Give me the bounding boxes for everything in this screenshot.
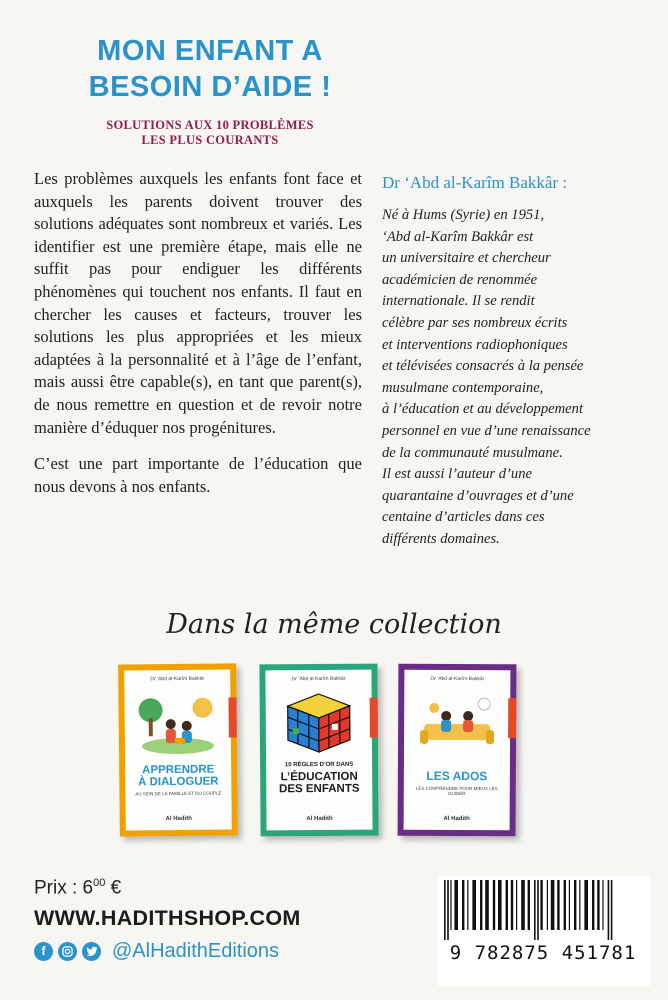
- description-paragraph-2: C’est une part importante de l’éducation que nous devons à nos enfants.: [34, 454, 362, 496]
- barcode-bar: [564, 880, 566, 930]
- book-title: [408, 770, 506, 783]
- book-title: [129, 763, 227, 788]
- book-author: Dr ‘Abd al-Karîm Bakkâr: [150, 675, 205, 683]
- subtitle-line-2: LES PLUS COURANTS: [141, 133, 279, 147]
- publisher-logo: Al Hadith: [306, 815, 333, 823]
- barcode-bar: [454, 880, 458, 930]
- barcode-bar: [498, 880, 502, 930]
- social-links: [34, 940, 279, 962]
- author-bio-line: centaine d’articles dans ces: [382, 509, 545, 526]
- social-handle[interactable]: @AlHadithEditions: [112, 939, 280, 962]
- barcode-bar: [584, 880, 588, 930]
- isbn-barcode: [438, 876, 650, 986]
- barcode-bar: [528, 880, 530, 930]
- author-bio: [382, 205, 652, 551]
- author-bio-line: personnel en vue d’une renaissance: [382, 422, 591, 439]
- barcode-bar: [480, 880, 482, 930]
- barcode-bar: [462, 880, 464, 930]
- book-cover-apprendre-a-dialoguer: [118, 663, 238, 836]
- title-line-2: BESOIN D’AIDE !: [88, 71, 332, 103]
- barcode-bar: [611, 880, 613, 940]
- barcode-bar: [511, 880, 513, 930]
- rubiks-cube-illustration: [274, 688, 364, 759]
- publisher-logo: Al Hadith: [443, 815, 470, 823]
- author-bio-line: un universitaire et chercheur: [382, 250, 551, 267]
- twitter-icon[interactable]: [82, 942, 101, 961]
- author-bio-line: de la communauté musulmane.: [382, 444, 563, 461]
- barcode-bar: [506, 880, 508, 930]
- author-bio-line: ‘Abd al-Karîm Bakkâr est: [382, 228, 534, 245]
- barcode-bar: [450, 880, 451, 930]
- book-author: Dr ‘Abd al-Karîm Bakkâr: [430, 675, 485, 683]
- book-title-line-2: À DIALOGUER: [138, 775, 219, 789]
- barcode-bar: [472, 880, 476, 930]
- subtitle-line-1: SOLUTIONS AUX 10 PROBLÈMES: [106, 118, 314, 132]
- barcode-bar: [540, 880, 542, 930]
- website-url[interactable]: WWW.HADITHSHOP.COM: [34, 906, 301, 930]
- author-bio-line: Né à Hums (Syrie) en 1951,: [382, 207, 545, 223]
- barcode-bar: [537, 880, 539, 940]
- price-label: Prix : 6: [34, 877, 94, 899]
- barcode-bar: [493, 880, 495, 930]
- author-name: Dr ‘Abd al-Karîm Bakkâr :: [382, 173, 568, 192]
- barcode-bar: [602, 880, 603, 930]
- barcode-bar: [547, 880, 548, 930]
- barcode-bar: [569, 880, 570, 930]
- price-cents: 00: [93, 877, 106, 889]
- barcode-bar: [579, 880, 580, 930]
- instagram-icon[interactable]: [58, 942, 77, 961]
- barcode-bar: [597, 880, 599, 930]
- book-title: [40, 33, 380, 105]
- family-picnic-illustration: [132, 688, 223, 759]
- barcode-bar: [551, 880, 555, 930]
- book-subtitle: AU SEIN DE LA FAMILLE ET DU COUPLE: [135, 790, 222, 797]
- author-bio-line: et télévisées consacrés à la pensée: [382, 358, 584, 375]
- book-title-line-1: LES ADOS: [426, 768, 488, 784]
- publisher-logo: Al Hadith: [165, 815, 192, 823]
- author-bio-line: quarantaine d’ouvrages et d’une: [382, 487, 574, 504]
- author-bio-line: à l’éducation et au développement: [382, 401, 583, 418]
- price-currency: €: [105, 877, 122, 899]
- title-line-1: MON ENFANT A: [97, 35, 323, 67]
- barcode-bar: [608, 880, 610, 940]
- book-cover-education-des-enfants: [259, 664, 378, 837]
- barcode-bar: [485, 880, 489, 930]
- author-bio-line: et interventions radiophoniques: [382, 336, 568, 353]
- collection-heading: Dans la même collection: [166, 609, 502, 640]
- spine-tab: [228, 697, 236, 737]
- author-bio-line: internationale. Il se rendit: [382, 293, 535, 310]
- book-title: [270, 771, 368, 796]
- book-subtitle: [40, 118, 380, 148]
- description: [34, 168, 362, 512]
- author-bio-line: Il est aussi l’auteur d’une: [382, 466, 532, 483]
- book-title-line-1: APPRENDRE: [142, 763, 215, 777]
- isbn-number: 9 782875 451781: [449, 942, 637, 964]
- barcode-bars: [438, 876, 650, 940]
- book-title-line-1: L’ÉDUCATION: [280, 770, 358, 784]
- barcode-bar: [557, 880, 559, 930]
- author-bio-line: différents domaines.: [382, 530, 500, 547]
- book-author: Dr ‘Abd al-Karîm Bakkâr: [291, 675, 346, 683]
- barcode-bar: [516, 880, 517, 930]
- barcode-bar: [447, 880, 449, 940]
- price: [34, 877, 121, 899]
- facebook-icon[interactable]: f: [34, 942, 53, 961]
- description-paragraph-1: Les problèmes auxquels les enfants font face et auxquels les parents doivent trouver des solutions adéquates sont nombreux et variés. Les identifier est une première étape, mais elle ne suffit pas pour endiguer les différents phénomènes qui touchent nos enfants. Il faut en chercher les causes et facteurs, trouver les solutions les plus appropriées et les mieux adaptées à la personnalité et à l’âge de l’enfant, mais aussi être capable(s), en tant que parent(s), de nous remettre en question et de revoir notre manière d’éduquer nos progénitures.: [34, 169, 362, 437]
- barcode-bar: [574, 880, 576, 930]
- barcode-bar: [521, 880, 525, 930]
- spine-tab: [370, 698, 378, 738]
- author-bio-line: musulmane contemporaine,: [382, 379, 544, 396]
- spine-tab: [508, 698, 516, 738]
- barcode-bar: [592, 880, 594, 930]
- book-subtitle: LES COMPRENDRE POUR MIEUX LES GUIDER: [415, 785, 498, 797]
- book-title-pre: 10 RÈGLES D’OR DANS: [284, 761, 354, 769]
- barcode-bar: [467, 880, 468, 930]
- book-title-line-2: DES ENFANTS: [278, 782, 360, 796]
- author-bio-line: académicien de renommée: [382, 271, 538, 288]
- teens-on-sofa-illustration: [412, 688, 502, 758]
- barcode-bar: [444, 880, 446, 940]
- book-cover-les-ados: [398, 664, 517, 837]
- barcode-bar: [534, 880, 536, 940]
- author-bio-line: célèbre par ses nombreux écrits: [382, 314, 568, 331]
